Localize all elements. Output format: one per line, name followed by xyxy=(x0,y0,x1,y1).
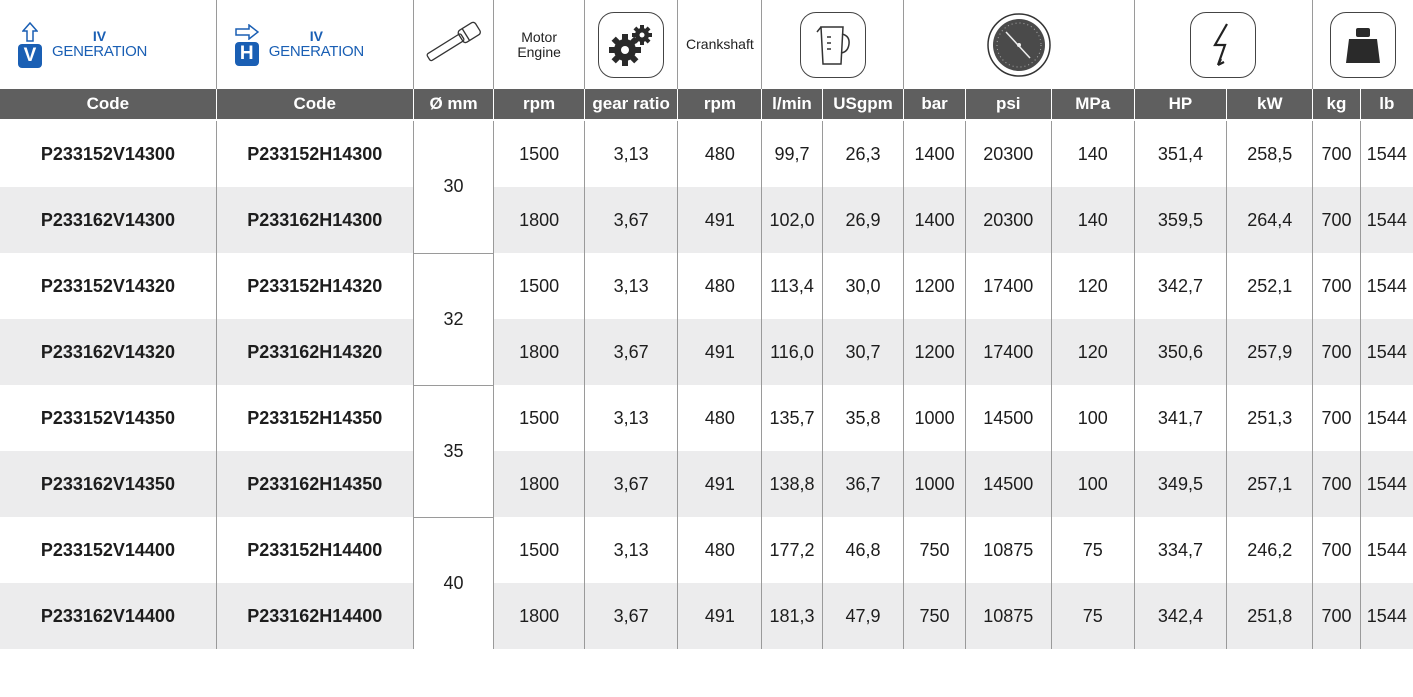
hp-cell: 349,5 xyxy=(1134,451,1227,517)
mpa-cell: 100 xyxy=(1051,385,1134,451)
hp-cell: 342,4 xyxy=(1134,583,1227,649)
unit-crank-rpm: rpm xyxy=(678,89,762,120)
weight-icon xyxy=(1341,23,1385,67)
lmin-cell: 102,0 xyxy=(762,187,822,253)
psi-cell: 10875 xyxy=(965,583,1051,649)
usgpm-cell: 30,7 xyxy=(822,319,904,385)
crankshaft-label: Crankshaft xyxy=(686,35,754,52)
usgpm-cell: 26,3 xyxy=(822,120,904,187)
unit-usgpm: USgpm xyxy=(822,89,904,120)
crank-rpm-cell: 480 xyxy=(678,517,762,583)
table-row xyxy=(0,120,1413,187)
code-h: P233162H14320 xyxy=(216,319,413,385)
crank-rpm-cell: 491 xyxy=(678,451,762,517)
lmin-cell: 113,4 xyxy=(762,253,822,319)
weight-header xyxy=(1313,0,1413,89)
lb-cell: 1544 xyxy=(1360,319,1413,385)
mpa-cell: 100 xyxy=(1051,451,1134,517)
hp-cell: 359,5 xyxy=(1134,187,1227,253)
bar-cell: 1200 xyxy=(904,253,965,319)
lb-cell: 1544 xyxy=(1360,187,1413,253)
lmin-cell: 177,2 xyxy=(762,517,822,583)
code-h: P233162H14400 xyxy=(216,583,413,649)
kg-cell: 700 xyxy=(1313,583,1360,649)
motor-rpm-cell: 1800 xyxy=(494,451,584,517)
kg-cell: 700 xyxy=(1313,451,1360,517)
lmin-cell: 135,7 xyxy=(762,385,822,451)
code-v: P233162V14400 xyxy=(0,583,216,649)
unit-kw: kW xyxy=(1227,89,1313,120)
code-h: P233152H14350 xyxy=(216,385,413,451)
crank-rpm-cell: 480 xyxy=(678,253,762,319)
usgpm-cell: 46,8 xyxy=(822,517,904,583)
engine-label: Engine xyxy=(517,43,561,60)
kw-cell: 251,3 xyxy=(1227,385,1313,451)
gear-ratio-cell: 3,13 xyxy=(584,517,678,583)
lmin-cell: 99,7 xyxy=(762,120,822,187)
h-generation-label: GENERATION xyxy=(268,43,364,60)
mpa-cell: 75 xyxy=(1051,583,1134,649)
lb-cell: 1544 xyxy=(1360,120,1413,187)
gear-ratio-cell: 3,67 xyxy=(584,187,678,253)
psi-cell: 14500 xyxy=(965,385,1051,451)
diameter-cell: 30 xyxy=(413,120,494,253)
unit-kg: kg xyxy=(1313,89,1360,120)
hp-cell: 334,7 xyxy=(1134,517,1227,583)
v-badge: V xyxy=(18,44,42,68)
unit-gear-ratio: gear ratio xyxy=(584,89,678,120)
code-h: P233162H14350 xyxy=(216,451,413,517)
table-row xyxy=(0,187,1413,253)
usgpm-cell: 30,0 xyxy=(822,253,904,319)
v-roman: IV xyxy=(92,28,107,44)
plunger-icon xyxy=(420,20,488,64)
kw-cell: 257,1 xyxy=(1227,451,1313,517)
gear-ratio-cell: 3,67 xyxy=(584,583,678,649)
unit-diameter: Ø mm xyxy=(413,89,494,120)
diameter-cell: 40 xyxy=(413,517,494,649)
motor-rpm-cell: 1500 xyxy=(494,120,584,187)
mpa-cell: 75 xyxy=(1051,517,1134,583)
psi-cell: 17400 xyxy=(965,253,1051,319)
h-badge: H xyxy=(235,42,259,66)
lb-cell: 1544 xyxy=(1360,253,1413,319)
motor-rpm-cell: 1800 xyxy=(494,187,584,253)
v-generation-header xyxy=(0,0,216,89)
kg-cell: 700 xyxy=(1313,253,1360,319)
hp-cell: 351,4 xyxy=(1134,120,1227,187)
gear-ratio-cell: 3,67 xyxy=(584,319,678,385)
kg-cell: 700 xyxy=(1313,319,1360,385)
mpa-cell: 120 xyxy=(1051,253,1134,319)
gear-ratio-cell: 3,67 xyxy=(584,451,678,517)
code-v: P233152V14300 xyxy=(0,120,216,187)
crank-rpm-cell: 480 xyxy=(678,385,762,451)
gear-ratio-header xyxy=(584,0,678,89)
jug-icon xyxy=(813,22,853,68)
kw-cell: 264,4 xyxy=(1227,187,1313,253)
code-h: P233162H14300 xyxy=(216,187,413,253)
power-header xyxy=(1134,0,1313,89)
lmin-cell: 138,8 xyxy=(762,451,822,517)
code-h: P233152H14400 xyxy=(216,517,413,583)
lmin-cell: 116,0 xyxy=(762,319,822,385)
bar-cell: 1200 xyxy=(904,319,965,385)
motor-rpm-cell: 1500 xyxy=(494,253,584,319)
psi-cell: 17400 xyxy=(965,319,1051,385)
motor-label: Motor xyxy=(521,28,558,45)
crank-rpm-cell: 491 xyxy=(678,319,762,385)
usgpm-cell: 47,9 xyxy=(822,583,904,649)
unit-code-h: Code xyxy=(216,89,413,120)
hp-cell: 350,6 xyxy=(1134,319,1227,385)
crank-rpm-cell: 480 xyxy=(678,120,762,187)
kw-cell: 251,8 xyxy=(1227,583,1313,649)
hp-cell: 342,7 xyxy=(1134,253,1227,319)
unit-mpa: MPa xyxy=(1051,89,1134,120)
v-generation-label: GENERATION xyxy=(52,43,148,60)
mpa-cell: 140 xyxy=(1051,187,1134,253)
kw-cell: 252,1 xyxy=(1227,253,1313,319)
icon-header-row xyxy=(0,0,1413,89)
kw-cell: 258,5 xyxy=(1227,120,1313,187)
code-h: P233152H14320 xyxy=(216,253,413,319)
mpa-cell: 140 xyxy=(1051,120,1134,187)
h-roman: IV xyxy=(309,28,323,44)
bar-cell: 1400 xyxy=(904,187,965,253)
lb-cell: 1544 xyxy=(1360,583,1413,649)
bar-cell: 1000 xyxy=(904,451,965,517)
pressure-gauge-icon xyxy=(986,12,1052,78)
usgpm-cell: 36,7 xyxy=(822,451,904,517)
code-v: P233162V14300 xyxy=(0,187,216,253)
usgpm-cell: 35,8 xyxy=(822,385,904,451)
table-row xyxy=(0,517,1413,583)
unit-lb: lb xyxy=(1360,89,1413,120)
motor-rpm-cell: 1800 xyxy=(494,319,584,385)
flow-header xyxy=(762,0,904,89)
h-generation-header xyxy=(216,0,413,89)
gear-ratio-cell: 3,13 xyxy=(584,385,678,451)
unit-bar: bar xyxy=(904,89,965,120)
motor-engine-header xyxy=(494,0,584,89)
diameter-cell: 35 xyxy=(413,385,494,517)
psi-cell: 10875 xyxy=(965,517,1051,583)
unit-hp: HP xyxy=(1134,89,1227,120)
gear-ratio-cell: 3,13 xyxy=(584,253,678,319)
unit-motor-rpm: rpm xyxy=(494,89,584,120)
code-v: P233152V14350 xyxy=(40,407,175,428)
unit-psi: psi xyxy=(965,89,1051,120)
kg-cell: 700 xyxy=(1313,385,1360,451)
unit-code-v: Code xyxy=(0,89,216,120)
lmin-cell: 181,3 xyxy=(762,583,822,649)
gear-ratio-cell: 3,13 xyxy=(584,120,678,187)
unit-row xyxy=(0,89,1413,120)
psi-cell: 20300 xyxy=(965,187,1051,253)
crankshaft-header xyxy=(678,0,762,89)
diameter-cell: 32 xyxy=(413,253,494,385)
hp-cell: 341,7 xyxy=(1134,385,1227,451)
bar-cell: 750 xyxy=(904,517,965,583)
arrow-up-icon xyxy=(22,22,38,42)
motor-rpm-cell: 1500 xyxy=(494,385,584,451)
psi-cell: 14500 xyxy=(965,451,1051,517)
psi-cell: 20300 xyxy=(965,120,1051,187)
kg-cell: 700 xyxy=(1313,517,1360,583)
lightning-icon xyxy=(1205,21,1241,69)
lb-cell: 1544 xyxy=(1360,451,1413,517)
crank-rpm-cell: 491 xyxy=(678,583,762,649)
bar-cell: 1400 xyxy=(904,120,965,187)
gears-icon xyxy=(606,21,656,69)
table-row xyxy=(0,253,1413,319)
code-v: P233152V14400 xyxy=(40,539,175,560)
code-v: P233162V14320 xyxy=(0,319,216,385)
usgpm-cell: 26,9 xyxy=(822,187,904,253)
bar-cell: 1000 xyxy=(904,385,965,451)
crank-rpm-cell: 491 xyxy=(678,187,762,253)
code-v: P233152V14320 xyxy=(40,275,175,296)
kw-cell: 257,9 xyxy=(1227,319,1313,385)
table-row xyxy=(0,319,1413,385)
table-row xyxy=(0,583,1413,649)
lb-cell: 1544 xyxy=(1360,385,1413,451)
motor-rpm-cell: 1800 xyxy=(494,583,584,649)
motor-rpm-cell: 1500 xyxy=(494,517,584,583)
kw-cell: 246,2 xyxy=(1227,517,1313,583)
table-row xyxy=(0,385,1413,451)
lb-cell: 1544 xyxy=(1360,517,1413,583)
table-row xyxy=(0,451,1413,517)
kg-cell: 700 xyxy=(1313,187,1360,253)
bar-cell: 750 xyxy=(904,583,965,649)
kg-cell: 700 xyxy=(1313,120,1360,187)
code-v: P233162V14350 xyxy=(0,451,216,517)
diameter-header xyxy=(413,0,494,89)
mpa-cell: 120 xyxy=(1051,319,1134,385)
arrow-right-icon xyxy=(235,24,259,40)
pressure-header xyxy=(904,0,1134,89)
unit-lmin: l/min xyxy=(762,89,822,120)
code-h: P233152H14300 xyxy=(216,120,413,187)
